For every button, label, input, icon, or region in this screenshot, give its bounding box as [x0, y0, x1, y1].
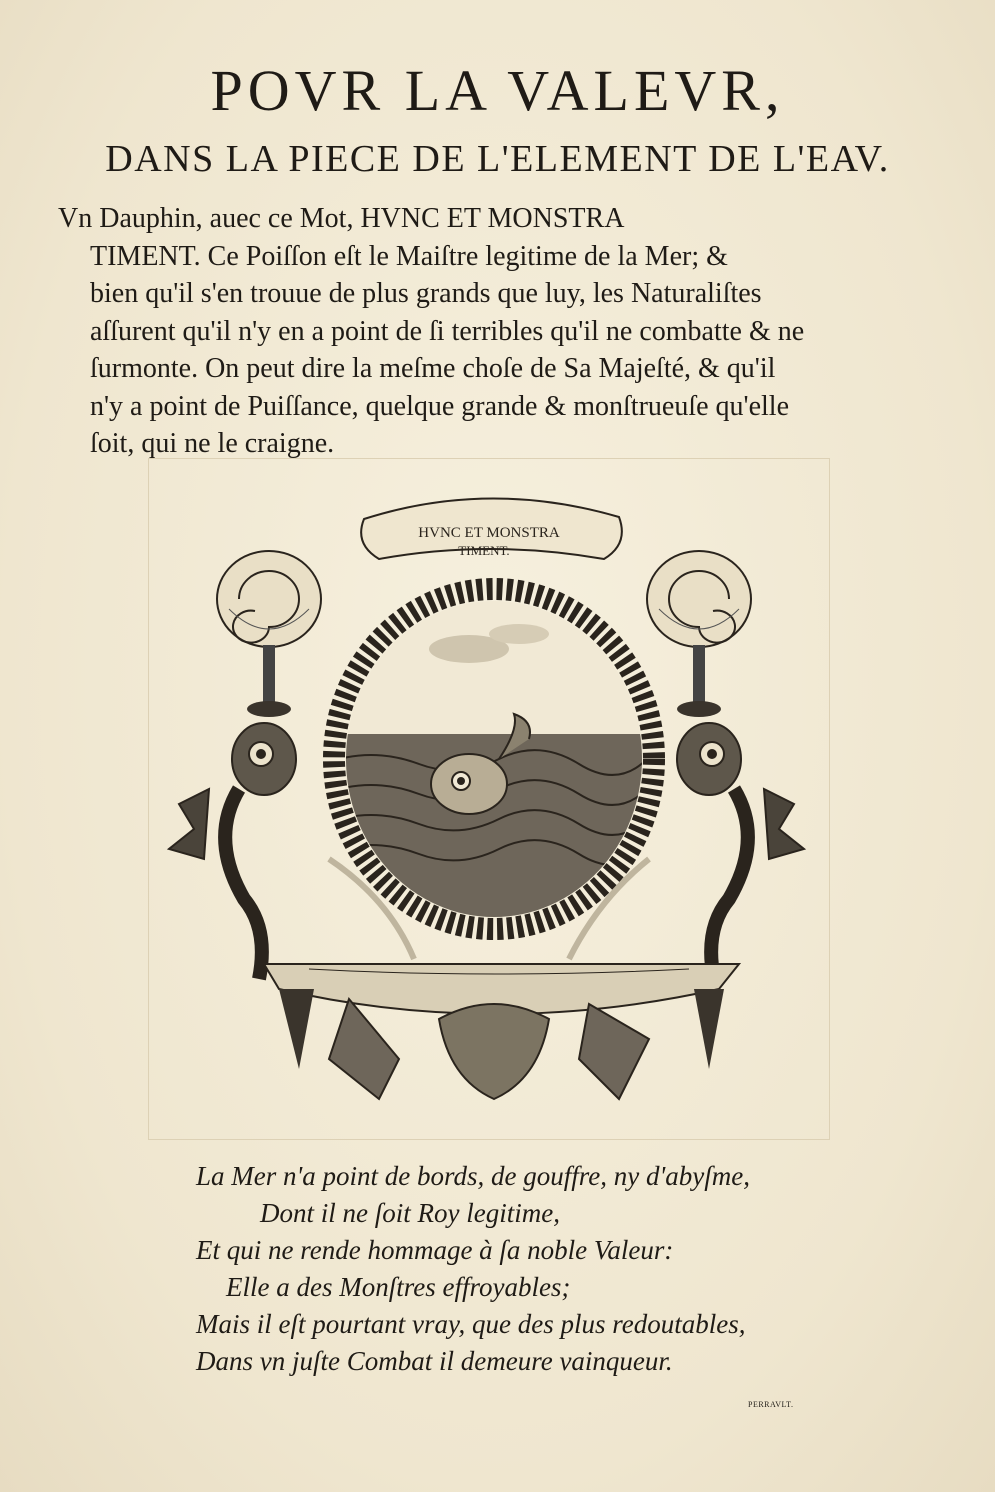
verse-line: Mais il eſt pourtant vray, que des plus redoutables, [196, 1309, 746, 1339]
body-line: ſurmonte. On peut dire la meſme choſe de Sa Majeſté, & qu'il [90, 353, 776, 384]
body-line: bien qu'il s'en trouue de plus grands que luy, les Naturaliſtes [90, 278, 762, 309]
verse-line: La Mer n'a point de bords, de gouffre, ny d'abyſme, [196, 1161, 750, 1191]
left-nautilus-shell [217, 551, 321, 717]
left-sea-monster [169, 723, 296, 979]
body-line: TIMENT. Ce Poiſſon eſt le Maiſtre legitime de la Mer; & [90, 240, 728, 272]
body-paragraph [58, 200, 908, 463]
right-nautilus-shell [647, 551, 751, 717]
banner-text-line2: TIMENT. [458, 543, 510, 558]
right-sea-monster [677, 723, 804, 979]
page-title: POVR LA VALEVR, [210, 58, 785, 123]
emblem-illustration [149, 459, 829, 1139]
verse-line: Dans vn juſte Combat il demeure vainqueur. [196, 1346, 673, 1376]
pendant-left [279, 989, 314, 1069]
body-line: n'y a point de Puiſſance, quelque grande & monſtrueuſe qu'elle [90, 390, 790, 422]
emblem-engraving [148, 458, 830, 1140]
author-signature: PERRAVLT. [748, 1400, 794, 1409]
body-line: aſſurent qu'il n'y en a point de ſi terribles qu'il ne combatte & ne [90, 315, 805, 347]
verse-line: Elle a des Monſtres effroyables; [226, 1272, 571, 1302]
body-line: Vn Dauphin, auec ce Mot, HVNC ET MONSTRA [58, 203, 625, 234]
body-line: ſoit, qui ne le craigne. [90, 428, 335, 459]
page-subtitle: DANS LA PIECE DE L'ELEMENT DE L'EAV. [105, 138, 890, 180]
banner-text-line1: HVNC ET MONSTRA [418, 525, 560, 541]
pendant-right [694, 989, 724, 1069]
verse-line: Et qui ne rende hommage à ſa noble Valeur: [196, 1235, 674, 1265]
verse-line: Dont il ne ſoit Roy legitime, [260, 1198, 560, 1228]
verse-block [196, 1158, 750, 1380]
shell-cluster [329, 999, 649, 1099]
